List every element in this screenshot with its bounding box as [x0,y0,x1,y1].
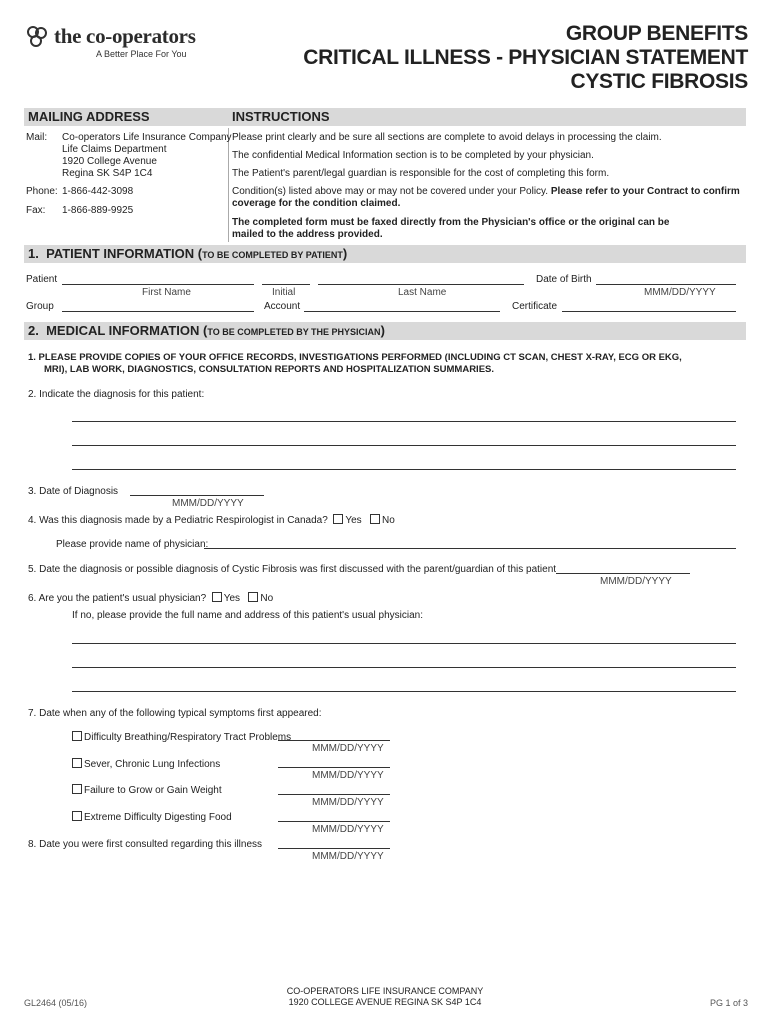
patient-label: Patient [26,274,58,285]
usual-physician-line-3[interactable] [72,691,736,692]
symptom-3-checkbox[interactable] [72,784,82,794]
group-field[interactable] [62,311,254,312]
symptom-4-date-field[interactable] [278,821,390,822]
q6-yes-checkbox[interactable] [212,592,222,602]
mail-label: Mail: [26,132,48,143]
logo-tagline: A Better Place For You [96,49,187,59]
symptom-3-date-field[interactable] [278,794,390,795]
diagnosis-line-1[interactable] [72,421,736,422]
symptom-2-date-caption: MMM/DD/YYYY [312,770,384,781]
symptom-3-label: Failure to Grow or Gain Weight [84,785,222,796]
section-1-title-text: PATIENT INFORMATION ( [46,246,203,261]
q4-yes-checkbox[interactable] [333,514,343,524]
title-line-2: CRITICAL ILLNESS - PHYSICIAN STATEMENT [303,46,748,69]
symptom-2-date-field[interactable] [278,767,390,768]
initial-field[interactable] [262,284,310,285]
q4-physician-field[interactable] [204,548,736,549]
symptom-1-checkbox[interactable] [72,731,82,741]
question-6-text: 6. Are you the patient's usual physician? [28,593,207,604]
instruction-5b: mailed to the address provided. [232,229,383,240]
dob-field[interactable] [596,284,736,285]
question-4-text: 4. Was this diagnosis made by a Pediatric Respirologist in Canada? [28,515,328,526]
question-5: 5. Date the diagnosis or possible diagnosis of Cystic Fibrosis was first discussed with the parent/guardian of this patient [28,564,557,575]
q6-subquestion: If no, please provide the full name and address of this patient's usual physician: [72,610,424,621]
first-name-caption: First Name [142,287,191,298]
question-3: 3. Date of Diagnosis [28,486,119,497]
column-divider [228,128,229,242]
symptom-3-date-caption: MMM/DD/YYYY [312,797,384,808]
symptom-1-date-field[interactable] [278,740,390,741]
question-2: 2. Indicate the diagnosis for this patient: [28,389,205,400]
symptom-item-3 [72,784,222,796]
diagnosis-line-3[interactable] [72,469,736,470]
certificate-label: Certificate [512,301,558,312]
footer-company-block [0,986,770,1008]
account-label: Account [264,301,301,312]
q4-no-label: No [382,515,395,526]
section-1-number: 1. [28,246,39,261]
account-field[interactable] [304,311,500,312]
last-name-caption: Last Name [398,287,447,298]
symptom-2-checkbox[interactable] [72,758,82,768]
q4-physician-label: Please provide name of physician: [56,539,209,550]
phone-label: Phone: [26,186,58,197]
logo-mark-icon [24,24,50,50]
question-1-line-2: MRI), LAB WORK, DIAGNOSTICS, CONSULTATION REPORTS AND HOSPITALIZATION SUMMARIES. [44,364,495,375]
phone-number: 1-866-442-3098 [62,186,134,197]
symptom-4-label: Extreme Difficulty Digesting Food [84,812,232,823]
mailing-address-heading: MAILING ADDRESS [28,109,150,124]
first-name-field[interactable] [62,284,254,285]
symptom-4-date-caption: MMM/DD/YYYY [312,824,384,835]
certificate-field[interactable] [562,311,736,312]
q4-no-checkbox[interactable] [370,514,380,524]
symptom-item-1 [72,731,291,743]
footer-company-name: CO-OPERATORS LIFE INSURANCE COMPANY [286,986,484,996]
page-number: PG 1 of 3 [709,998,748,1008]
symptom-2-label: Sever, Chronic Lung Infections [84,759,221,770]
footer-company-address: 1920 COLLEGE AVENUE REGINA SK S4P 1C4 [288,997,482,1007]
symptom-4-checkbox[interactable] [72,811,82,821]
address-line-4: Regina SK S4P 1C4 [62,168,153,179]
section-2-title [28,323,385,338]
instruction-4-cont: coverage for the condition claimed. [232,198,401,209]
title-line-1: GROUP BENEFITS [565,22,748,45]
address-line-1: Co-operators Life Insurance Company [62,132,232,143]
instruction-3: The Patient's parent/legal guardian is responsible for the cost of completing this form. [232,168,610,179]
instruction-2: The confidential Medical Information section is to be completed by your physician. [232,150,594,161]
diagnosis-line-2[interactable] [72,445,736,446]
section-2-title-note: TO BE COMPLETED BY THE PHYSICIAN [207,327,381,337]
q6-no-label: No [260,593,274,604]
q6-yes-label: Yes [223,593,241,604]
form-code: GL2464 (05/16) [24,998,88,1008]
question-4 [28,514,395,526]
symptom-1-date-caption: MMM/DD/YYYY [312,743,384,754]
question-1-line-1: 1. PLEASE PROVIDE COPIES OF YOUR OFFICE RECORDS, INVESTIGATIONS PERFORMED (INCLUDING CT SCAN, CHEST X-RAY, ECG OR EKG, [28,352,682,363]
section-1-title [28,246,347,261]
usual-physician-line-2[interactable] [72,667,736,668]
first-consult-date-field[interactable] [278,848,390,849]
dob-caption: MMM/DD/YYYY [644,287,716,298]
q5-date-caption: MMM/DD/YYYY [600,576,672,587]
usual-physician-line-1[interactable] [72,643,736,644]
section-2-title-end: ) [380,323,385,338]
q4-yes-label: Yes [345,515,362,526]
section-2-title-text: MEDICAL INFORMATION ( [46,323,208,338]
section-1-title-end: ) [342,246,348,261]
form-title [303,22,748,94]
fax-number: 1-866-889-9925 [62,205,134,216]
dob-label: Date of Birth [536,274,592,285]
company-logo [24,24,224,64]
group-label: Group [26,301,54,312]
q5-date-field[interactable] [556,573,690,574]
instruction-5a: The completed form must be faxed directly from the Physician's office or the original can be [232,217,670,228]
section-1-header-bar [24,245,746,263]
last-name-field[interactable] [318,284,524,285]
question-7: 7. Date when any of the following typical symptoms first appeared: [28,708,322,719]
section-2-number: 2. [28,323,39,338]
question-8: 8. Date you were first consulted regarding this illness [28,839,263,850]
instruction-4-text: Condition(s) listed above may or may not be covered under your Policy. [232,186,549,197]
address-line-3: 1920 College Avenue [62,156,157,167]
diagnosis-date-field[interactable] [130,495,264,496]
mailing-instructions-header-bar [24,108,746,126]
logo-text: the co-operators [54,24,196,48]
address-line-2: Life Claims Department [62,144,167,155]
section-1-title-note: TO BE COMPLETED BY PATIENT [202,250,343,260]
symptom-1-label: Difficulty Breathing/Respiratory Tract Problems [84,732,292,743]
instructions-heading: INSTRUCTIONS [232,109,330,124]
symptom-item-4 [72,811,232,823]
instruction-4 [232,186,740,197]
diagnosis-date-caption: MMM/DD/YYYY [172,498,244,509]
symptom-item-2 [72,758,220,770]
title-line-3: CYSTIC FIBROSIS [570,70,748,93]
q6-no-checkbox[interactable] [248,592,258,602]
instruction-1: Please print clearly and be sure all sections are complete to avoid delays in processing the claim. [232,132,662,143]
instruction-4-bold: Please refer to your Contract to confirm [550,186,740,197]
first-consult-date-caption: MMM/DD/YYYY [312,851,384,862]
question-6 [28,592,273,604]
initial-caption: Initial [272,287,296,298]
section-2-header-bar [24,322,746,340]
fax-label: Fax: [26,205,46,216]
